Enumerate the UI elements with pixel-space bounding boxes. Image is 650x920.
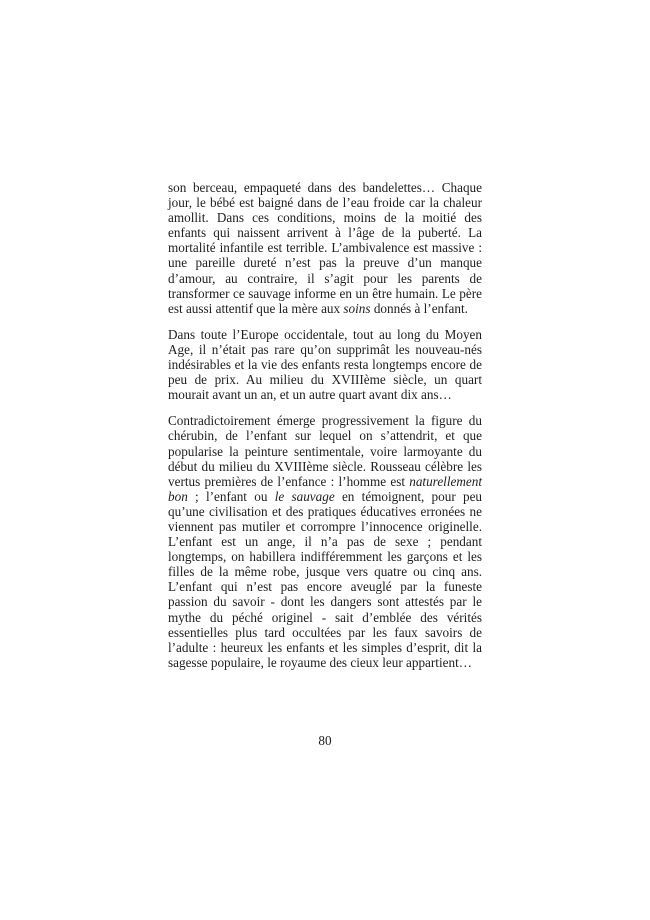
body-text: son berceau, empaqueté dans des bandelettes… Chaque jour, le bébé est baigné dans de l’eau froide car la chaleur amollit. Dans ces conditions, moins de la moitié des enfants qui naissent arrivent à l’âge de la puberté. La mortalité infantile est terrible. L’ambivalence est massive : une pareille dureté n’est pas la preuve d’un manque d’amour, au contraire, il s’agit pour les parents de transformer ce sauvage informe en un être humain. Le père est aussi attentif que la mère aux xyxy=(168,180,482,316)
page-number: 80 xyxy=(318,733,332,748)
italic-text: naturellement bon xyxy=(168,473,482,504)
body-text: Dans toute l’Europe occidentale, tout au long du Moyen Age, il n’était pas rare qu’on supprimât les nouveau-nés indésirables et la vie des enfants resta longtemps encore de peu de prix. Au milieu du XVIIIème siècle, un quart mourait avant un an, et un autre quart avant dix ans… xyxy=(168,326,482,403)
body-text: ; l’enfant ou xyxy=(187,488,275,504)
paragraph-1 xyxy=(168,180,482,316)
paragraph-2 xyxy=(168,327,482,402)
paragraph-3 xyxy=(168,413,482,670)
body-text: Contradictoirement émerge progressivement la figure du chérubin, de l’enfant sur lequel on s’attendrit, et que popularise la peinture sentimentale, voire larmoyante du début du milieu du XVIIIème siècle. Rousseau célèbre les vertus premières de l’enfance : l’homme est xyxy=(168,413,482,489)
body-text: donnés à l’enfant. xyxy=(370,300,468,316)
italic-text: soins xyxy=(343,300,371,316)
italic-text: le sauvage xyxy=(274,488,335,504)
page-text-block xyxy=(168,180,482,681)
body-text: en témoignent, pour peu qu’une civilisation et des pratiques éducatives erronées ne viennent pas mutiler et corrompre l’innocence originelle. L’enfant est un ange, il n’a pas de sexe ; pendant longtemps, on habillera indifféremment les garçons et les filles de la même robe, jusque vers quatre ou cinq ans. L’enfant qui n’est pas encore aveuglé par la funeste passion du savoir - dont les dangers sont attestés par le mythe du péché originel - sait d’emblée des vérités essentielles plus tard occultées par les faux savoirs de l’adulte : heureux les enfants et les simples d’esprit, dit la sagesse populaire, le royaume des cieux leur appartient… xyxy=(168,488,483,670)
